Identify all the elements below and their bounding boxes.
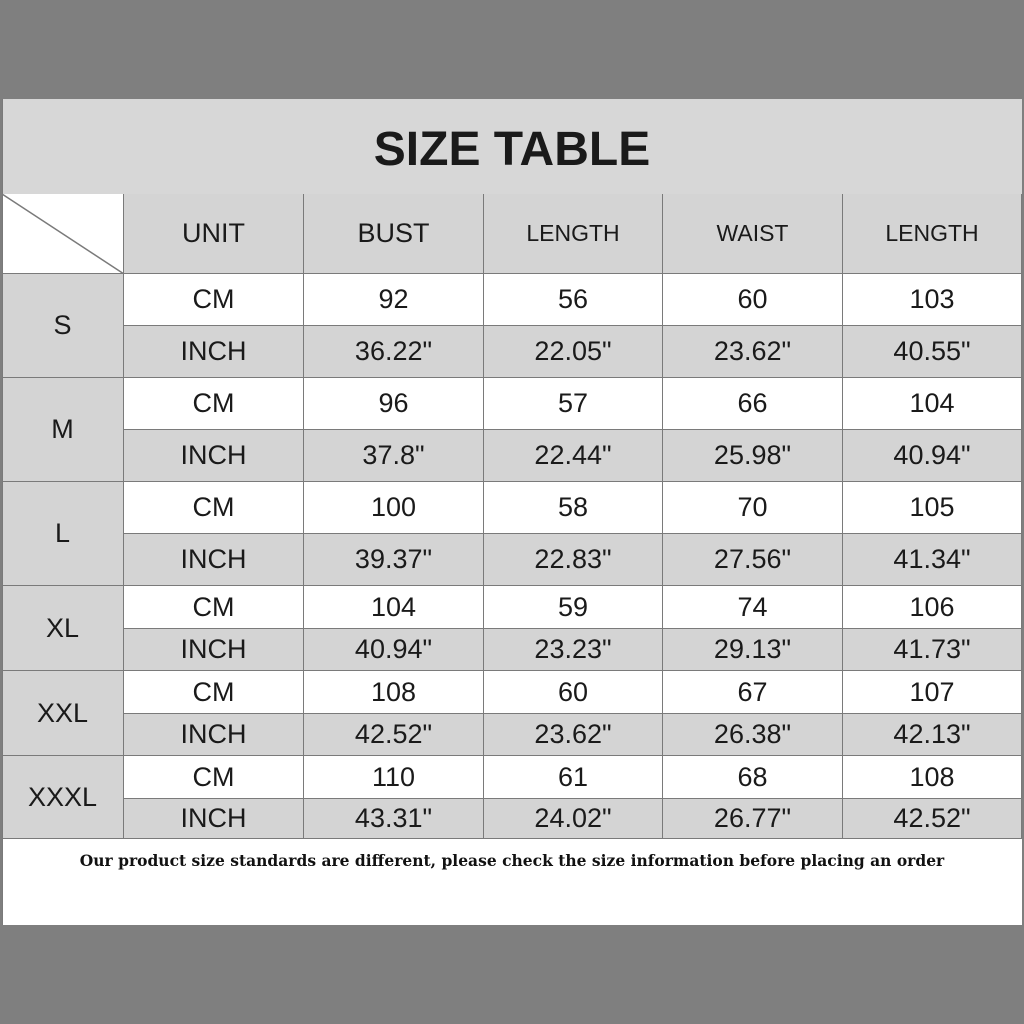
size-label: M	[2, 378, 124, 482]
table-cell-inch: 26.77"	[663, 799, 843, 839]
table-cell-inch: 29.13"	[663, 629, 843, 671]
size-label: XXXL	[2, 756, 124, 839]
table-cell-inch: 40.94"	[843, 430, 1022, 482]
table-cell-cm: CM	[124, 482, 304, 534]
left-border	[2, 99, 3, 925]
table-cell-inch: INCH	[124, 714, 304, 756]
table-cell-inch: 42.52"	[843, 799, 1022, 839]
table-cell-inch: INCH	[124, 629, 304, 671]
table-cell-cm: 66	[663, 378, 843, 430]
table-cell-inch: 40.94"	[304, 629, 484, 671]
title-bar	[2, 99, 1022, 195]
table-cell-cm: CM	[124, 671, 304, 714]
table-cell-inch: 27.56"	[663, 534, 843, 586]
footer-note: Our product size standards are different, please check the size information before placing an order	[2, 839, 1022, 925]
table-cell-cm: 110	[304, 756, 484, 799]
table-cell-inch: 42.13"	[843, 714, 1022, 756]
table-cell-inch: 41.34"	[843, 534, 1022, 586]
table-cell-cm: 56	[484, 274, 663, 326]
table-cell-cm: CM	[124, 274, 304, 326]
table-cell-cm: 104	[304, 586, 484, 629]
table-cell-cm: 105	[843, 482, 1022, 534]
size-label: XL	[2, 586, 124, 671]
table-cell-cm: CM	[124, 378, 304, 430]
table-cell-cm: 60	[663, 274, 843, 326]
table-cell-cm: 70	[663, 482, 843, 534]
header-length-2: LENGTH	[843, 194, 1022, 274]
table-cell-cm: 96	[304, 378, 484, 430]
table-cell-cm: 103	[843, 274, 1022, 326]
table-cell-cm: 57	[484, 378, 663, 430]
table-cell-inch: 24.02"	[484, 799, 663, 839]
table-cell-inch: 37.8"	[304, 430, 484, 482]
page-title: SIZE TABLE	[373, 123, 651, 176]
table-cell-inch: 22.05"	[484, 326, 663, 378]
diagonal-line	[2, 194, 124, 274]
table-cell-inch: 22.44"	[484, 430, 663, 482]
table-cell-inch: 41.73"	[843, 629, 1022, 671]
table-cell-cm: 104	[843, 378, 1022, 430]
size-label: S	[2, 274, 124, 378]
table-cell-cm: 106	[843, 586, 1022, 629]
table-cell-cm: 58	[484, 482, 663, 534]
table-cell-inch: 22.83"	[484, 534, 663, 586]
table-cell-inch: 40.55"	[843, 326, 1022, 378]
table-cell-cm: CM	[124, 756, 304, 799]
table-cell-cm: 68	[663, 756, 843, 799]
table-cell-inch: INCH	[124, 326, 304, 378]
table-cell-inch: 39.37"	[304, 534, 484, 586]
table-cell-cm: 108	[304, 671, 484, 714]
table-cell-inch: 23.62"	[484, 714, 663, 756]
table-cell-cm: 100	[304, 482, 484, 534]
size-label: XXL	[2, 671, 124, 756]
size-table	[2, 194, 1022, 839]
size-table-sheet	[2, 99, 1022, 925]
header-unit: UNIT	[124, 194, 304, 274]
table-cell-inch: 23.23"	[484, 629, 663, 671]
header-waist: WAIST	[663, 194, 843, 274]
table-cell-cm: 92	[304, 274, 484, 326]
table-cell-inch: 43.31"	[304, 799, 484, 839]
table-cell-cm: 59	[484, 586, 663, 629]
table-cell-cm: 108	[843, 756, 1022, 799]
table-cell-cm: 107	[843, 671, 1022, 714]
table-cell-cm: 67	[663, 671, 843, 714]
table-cell-cm: 61	[484, 756, 663, 799]
corner-cell	[2, 194, 124, 274]
size-label: L	[2, 482, 124, 586]
table-cell-cm: CM	[124, 586, 304, 629]
header-bust: BUST	[304, 194, 484, 274]
table-cell-inch: 42.52"	[304, 714, 484, 756]
table-cell-inch: 25.98"	[663, 430, 843, 482]
header-length: LENGTH	[484, 194, 663, 274]
table-cell-inch: 23.62"	[663, 326, 843, 378]
table-cell-cm: 60	[484, 671, 663, 714]
table-cell-inch: INCH	[124, 430, 304, 482]
table-cell-inch: INCH	[124, 799, 304, 839]
table-cell-cm: 74	[663, 586, 843, 629]
table-cell-inch: 26.38"	[663, 714, 843, 756]
table-cell-inch: INCH	[124, 534, 304, 586]
table-cell-inch: 36.22"	[304, 326, 484, 378]
